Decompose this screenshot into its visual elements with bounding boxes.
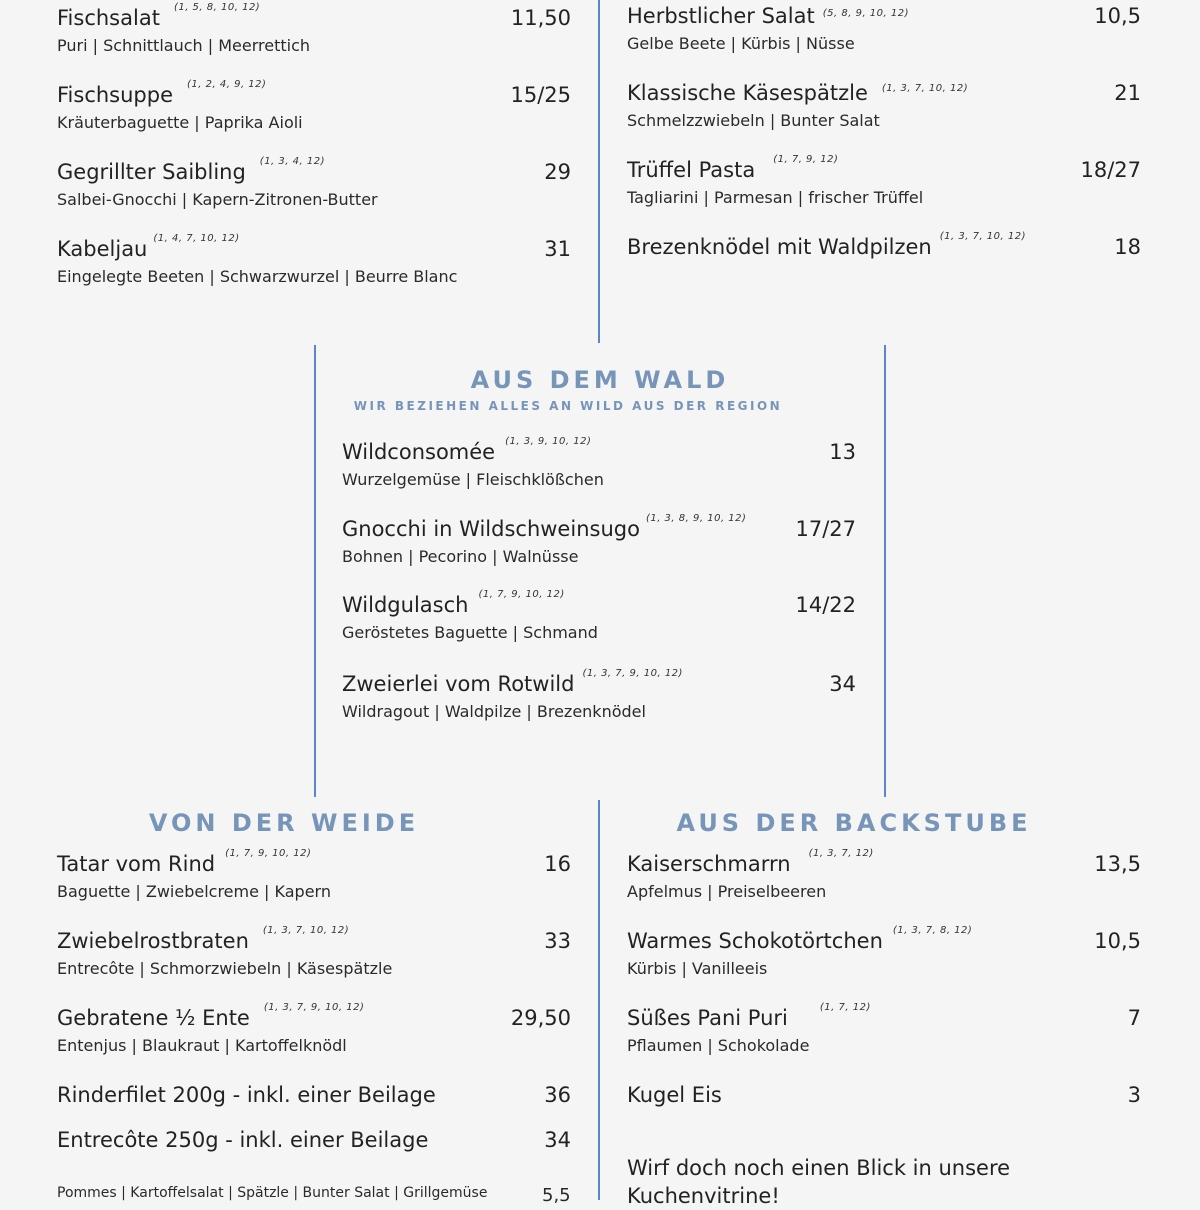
item-name: Fischsuppe	[57, 83, 174, 107]
menu-item	[57, 1126, 571, 1154]
item-allergens: (1, 7, 12)	[819, 1002, 871, 1013]
item-allergens: (1, 7, 9, 10, 12)	[478, 589, 565, 600]
item-price: 3	[1127, 1083, 1141, 1107]
item-price: 29	[544, 160, 571, 184]
item-allergens: (1, 3, 7, 10, 12)	[881, 83, 969, 94]
item-description: Geröstetes Baguette | Schmand	[342, 623, 598, 642]
item-name: Zwiebelrostbraten	[57, 929, 249, 953]
item-price: 29,50	[510, 1006, 571, 1030]
cake-note-line2: Kuchenvitrine!	[627, 1184, 780, 1208]
divider-top	[598, 0, 600, 343]
item-allergens: (1, 3, 7, 9, 10, 12)	[263, 1002, 365, 1013]
item-description: Baguette | Zwiebelcreme | Kapern	[57, 882, 331, 901]
item-description: Salbei-Gnocchi | Kapern-Zitronen-Butter	[57, 190, 378, 209]
section-heading-wald: AUS DEM WALD	[470, 366, 730, 394]
item-name: Süßes Pani Puri	[627, 1006, 788, 1030]
item-allergens: (1, 3, 7, 8, 12)	[892, 925, 973, 936]
item-name: Trüffel Pasta	[627, 158, 756, 182]
item-name: Fischsalat	[57, 6, 160, 30]
item-allergens: (1, 3, 7, 10, 12)	[262, 925, 350, 936]
item-name: Herbstlicher Salat	[627, 4, 815, 28]
item-name: Klassische Käsespätzle	[627, 81, 868, 105]
item-description: Wurzelgemüse | Fleischklößchen	[342, 470, 604, 489]
item-description: Bohnen | Pecorino | Walnüsse	[342, 547, 579, 566]
item-description: Pflaumen | Schokolade	[627, 1036, 810, 1055]
menu-item	[57, 850, 571, 904]
section-heading-weide: VON DER WEIDE	[148, 809, 420, 837]
item-allergens: (5, 8, 9, 10, 12)	[822, 8, 910, 19]
menu-item	[342, 591, 856, 645]
menu-item	[627, 1004, 1141, 1058]
item-allergens: (1, 3, 9, 10, 12)	[505, 436, 592, 447]
item-description: Wildragout | Waldpilze | Brezenknödel	[342, 702, 646, 721]
item-allergens: (1, 3, 7, 12)	[808, 848, 874, 859]
item-price: 18	[1114, 235, 1141, 259]
cake-note-line1: Wirf doch noch einen Blick in unsere	[627, 1156, 1011, 1180]
menu-item	[57, 4, 571, 58]
item-price: 15/25	[510, 83, 571, 107]
item-name: Kugel Eis	[627, 1083, 722, 1107]
item-price: 34	[544, 1128, 571, 1152]
item-allergens: (1, 4, 7, 10, 12)	[153, 233, 240, 244]
section-heading-backstube: AUS DER BACKSTUBE	[676, 809, 1032, 837]
item-allergens: (1, 7, 9, 12)	[773, 154, 839, 165]
item-price: 10,5	[1094, 929, 1141, 953]
item-description: Gelbe Beete | Kürbis | Nüsse	[627, 34, 855, 53]
item-price: 21	[1114, 81, 1141, 105]
item-price: 11,50	[510, 6, 571, 30]
item-price: 31	[544, 237, 571, 261]
menu-item	[627, 1081, 1141, 1109]
menu-item	[627, 927, 1141, 981]
menu-item	[342, 515, 856, 569]
menu-item	[342, 670, 856, 724]
item-name: Kaiserschmarrn	[627, 852, 791, 876]
item-name: Brezenknödel mit Waldpilzen	[627, 235, 932, 259]
item-allergens: (1, 3, 4, 12)	[259, 156, 325, 167]
item-description: Puri | Schnittlauch | Meerrettich	[57, 36, 310, 55]
menu-item	[57, 235, 571, 289]
divider-wald-right	[884, 345, 886, 797]
sides-price: 5,5	[542, 1185, 571, 1206]
item-name: Gegrillter Saibling	[57, 160, 246, 184]
menu-item	[627, 79, 1141, 133]
item-allergens: (1, 3, 7, 10, 12)	[939, 231, 1027, 242]
menu-item	[57, 81, 571, 135]
item-name: Gnocchi in Wildschweinsugo	[342, 517, 640, 541]
item-price: 7	[1127, 1006, 1141, 1030]
item-name: Warmes Schokotörtchen	[627, 929, 883, 953]
menu-item	[627, 850, 1141, 904]
item-name: Entrecôte 250g - inkl. einer Beilage	[57, 1128, 429, 1152]
item-name: Zweierlei vom Rotwild	[342, 672, 575, 696]
item-description: Eingelegte Beeten | Schwarzwurzel | Beurre Blanc	[57, 267, 458, 286]
item-price: 10,5	[1094, 4, 1141, 28]
item-price: 33	[544, 929, 571, 953]
item-description: Kürbis | Vanilleeis	[627, 959, 768, 978]
item-description: Tagliarini | Parmesan | frischer Trüffel	[627, 188, 924, 207]
menu-item	[57, 927, 571, 981]
item-allergens: (1, 2, 4, 9, 12)	[187, 79, 267, 90]
item-price: 13,5	[1094, 852, 1141, 876]
item-allergens: (1, 7, 9, 10, 12)	[225, 848, 312, 859]
section-subheading-wald: WIR BEZIEHEN ALLES AN WILD AUS DER REGION	[353, 399, 783, 413]
item-price: 16	[544, 852, 571, 876]
item-name: Rinderfilet 200g - inkl. einer Beilage	[57, 1083, 436, 1107]
menu-item	[342, 438, 856, 492]
item-name: Wildgulasch	[342, 593, 469, 617]
item-name: Tatar vom Rind	[57, 852, 216, 876]
divider-bottom	[598, 800, 600, 1200]
item-description: Apfelmus | Preiselbeeren	[627, 882, 827, 901]
menu-item	[627, 2, 1141, 56]
item-price: 14/22	[795, 593, 856, 617]
menu-item	[57, 1081, 571, 1109]
item-price: 18/27	[1080, 158, 1141, 182]
item-price: 17/27	[795, 517, 856, 541]
item-price: 13	[829, 440, 856, 464]
item-price: 36	[544, 1083, 571, 1107]
item-description: Entrecôte | Schmorzwiebeln | Käsespätzle	[57, 959, 393, 978]
item-allergens: (1, 3, 8, 9, 10, 12)	[645, 513, 747, 524]
item-allergens: (1, 5, 8, 10, 12)	[173, 2, 261, 13]
item-name: Gebratene ½ Ente	[57, 1006, 250, 1030]
sides-list: Pommes | Kartoffelsalat | Spätzle | Bunter Salat | Grillgemüse	[57, 1185, 488, 1201]
item-description: Kräuterbaguette | Paprika Aioli	[57, 113, 303, 132]
item-description: Entenjus | Blaukraut | Kartoffelknödl	[57, 1036, 347, 1055]
menu-item	[627, 233, 1141, 261]
menu-item	[57, 1004, 571, 1058]
item-name: Wildconsomée	[342, 440, 496, 464]
menu-item	[627, 156, 1141, 210]
menu-item	[57, 158, 571, 212]
item-price: 34	[829, 672, 856, 696]
item-allergens: (1, 3, 7, 9, 10, 12)	[582, 668, 683, 679]
item-description: Schmelzzwiebeln | Bunter Salat	[627, 111, 880, 130]
item-name: Kabeljau	[57, 237, 148, 261]
